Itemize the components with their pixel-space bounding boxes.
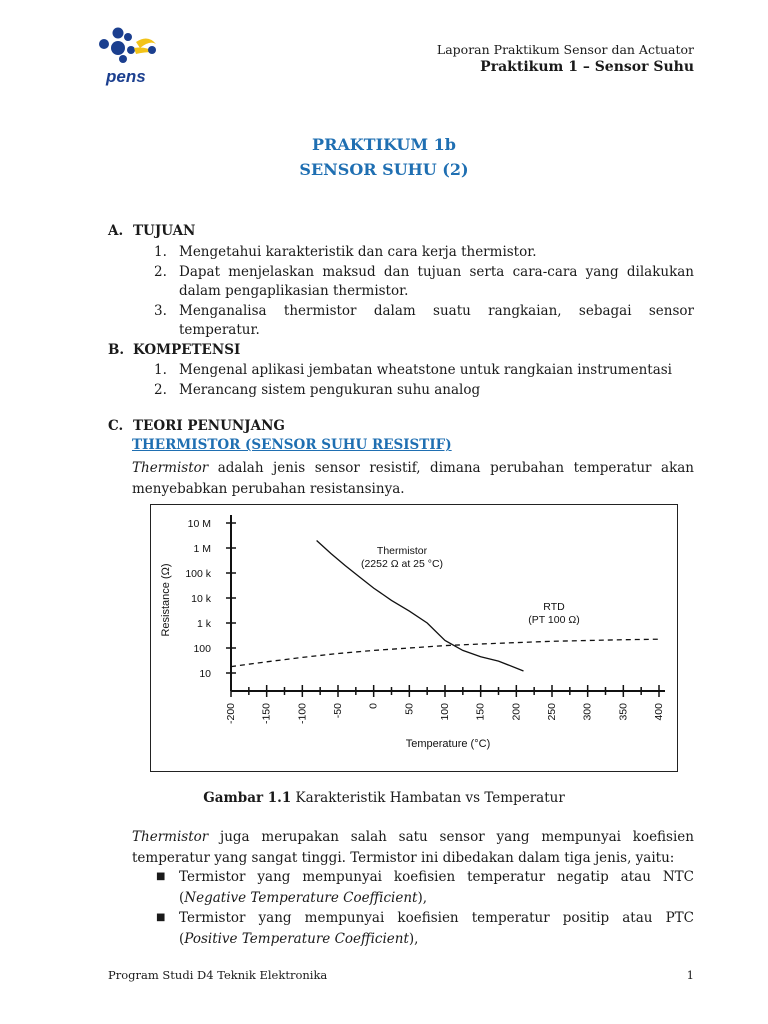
section-c-letter: C.	[108, 418, 124, 434]
x-tick-label: -200	[225, 703, 237, 725]
title-line-2: SENSOR SUHU (2)	[299, 160, 469, 179]
x-tick-label: 0	[367, 703, 380, 709]
y-tick-label: 1 k	[196, 618, 211, 630]
thermistor-label: Thermistor	[376, 545, 428, 557]
document-title	[0, 132, 768, 182]
header-subtitle: Laporan Praktikum Sensor dan Actuator	[436, 42, 694, 57]
section-a-heading	[108, 223, 195, 239]
x-tick-label: 100	[439, 703, 451, 721]
section-a-title: TUJUAN	[133, 223, 196, 239]
section-a-letter: A.	[108, 223, 124, 239]
thermistor-types-list	[154, 867, 694, 949]
x-tick-label: 300	[581, 703, 594, 721]
resistance-temperature-chart	[150, 504, 678, 772]
header-title: Praktikum 1 – Sensor Suhu	[480, 59, 694, 75]
x-axis-label: Temperature (°C)	[405, 738, 491, 750]
chart-svg	[151, 505, 676, 770]
bullet-end: ),	[408, 930, 419, 947]
bullet-text: Termistor yang mempunyai koefisien temperatur negatip atau NTC (	[179, 869, 694, 906]
section-b-heading	[108, 342, 240, 358]
para2-text: juga merupakan salah satu sensor yang mempunyai koefisien temperatur yang sangat tinggi. Termistor ini dibedakan dalam tiga jenis, yaitu:	[132, 829, 694, 866]
para2-italic: Thermistor	[132, 829, 209, 845]
figure-caption	[0, 790, 768, 806]
y-tick-label: 1 M	[193, 543, 211, 555]
list-item	[154, 381, 694, 401]
section-c-title: TEORI PENUNJANG	[133, 418, 285, 434]
intro-paragraph	[132, 458, 694, 499]
bullet-italic: Negative Temperature Coefficient	[184, 889, 418, 906]
x-tick-label: 50	[403, 703, 416, 715]
x-tick-label: 400	[653, 703, 665, 721]
x-tick-label: -50	[332, 703, 344, 719]
bullet-end: ),	[417, 889, 428, 906]
title-line-1: PRAKTIKUM 1b	[312, 135, 456, 154]
y-tick-label: 10	[199, 668, 211, 680]
rtd-annotation: (PT 100 Ω)	[528, 614, 580, 626]
list-number: 1.	[154, 244, 167, 260]
page-number: 1	[686, 968, 694, 982]
list-text: Dapat menjelaskan maksud dan tujuan serta cara-cara yang dilakukan dalam pengaplikasian thermistor.	[179, 263, 694, 299]
thermistor-annotation: (2252 Ω at 25 °C)	[360, 558, 444, 570]
rtd-curve	[231, 639, 659, 666]
list-number: 1.	[154, 362, 167, 378]
list-item	[154, 243, 694, 263]
list-item	[154, 263, 694, 302]
bullet-icon: ■	[156, 912, 166, 923]
y-tick-label: 10 k	[191, 593, 211, 605]
page-header	[437, 42, 694, 76]
x-tick-label: 200	[510, 703, 523, 721]
list-item	[154, 361, 694, 381]
section-b-letter: B.	[108, 342, 125, 358]
footer-program: Program Studi D4 Teknik Elektronika	[108, 968, 328, 982]
section-a-list	[154, 243, 694, 341]
logo-text: pens	[106, 67, 146, 86]
x-tick-label: 350	[617, 703, 630, 721]
list-text: Menganalisa thermistor dalam suatu rangkaian, sebagai sensor temperatur.	[179, 302, 694, 338]
list-number: 3.	[154, 302, 167, 319]
y-tick-label: 100 k	[185, 568, 211, 580]
y-tick-label: 10 M	[187, 518, 211, 530]
list-text: Mengetahui karakteristik dan cara kerja thermistor.	[179, 244, 537, 260]
y-axis-label: Resistance (Ω)	[160, 563, 172, 637]
x-tick-label: -150	[260, 703, 273, 725]
ntc-ptc-paragraph	[132, 827, 694, 868]
list-number: 2.	[154, 381, 167, 398]
bullet-italic: Positive Temperature Coefficient	[184, 930, 409, 947]
y-tick-label: 100	[193, 643, 211, 655]
list-item	[154, 867, 694, 908]
x-tick-label: 150	[474, 703, 487, 721]
list-text: Merancang sistem pengukuran suhu analog	[179, 381, 481, 398]
intro-text: adalah jenis sensor resistif, dimana perubahan temperatur akan menyebabkan perubahan resistansinya.	[132, 460, 694, 497]
list-item	[154, 908, 694, 949]
bullet-text: Termistor yang mempunyai koefisien temperatur positip atau PTC (	[179, 910, 694, 947]
list-text: Mengenal aplikasi jembatan wheatstone untuk rangkaian instrumentasi	[179, 362, 672, 378]
section-c-heading	[108, 418, 285, 434]
thermistor-subheading: THERMISTOR (SENSOR SUHU RESISTIF)	[132, 437, 452, 453]
bullet-icon: ■	[156, 871, 166, 882]
caption-text: Karakteristik Hambatan vs Temperatur	[291, 790, 565, 806]
list-number: 2.	[154, 263, 167, 280]
rtd-label: RTD	[543, 601, 565, 613]
section-b-list	[154, 361, 694, 400]
intro-italic: Thermistor	[132, 460, 209, 476]
x-tick-label: 250	[546, 703, 558, 721]
caption-label: Gambar 1.1	[203, 790, 292, 806]
section-b-title: KOMPETENSI	[133, 342, 241, 358]
x-tick-label: -100	[296, 703, 309, 725]
list-item	[154, 302, 694, 341]
pens-logo	[96, 26, 166, 88]
